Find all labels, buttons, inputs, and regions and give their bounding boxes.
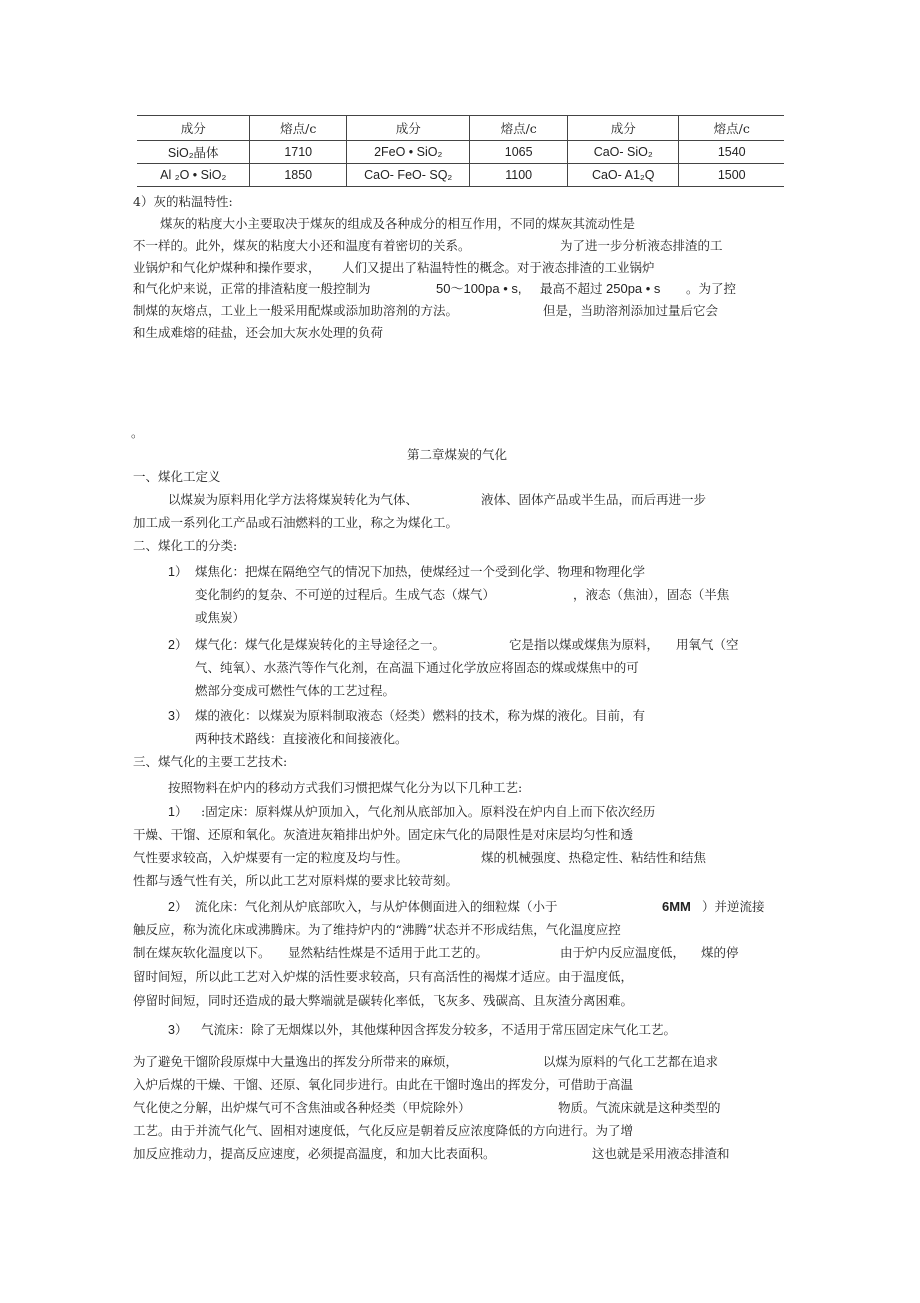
paragraph-line: :固定床：原料煤从炉顶加入，气化剂从底部加入。原料没在炉内自上而下依次经历	[201, 804, 656, 819]
chapter-title: 第二章煤炭的气化	[407, 447, 508, 462]
table-header-row	[137, 116, 784, 141]
paragraph-line: 不一样的。此外，煤灰的粘度大小还和温度有着密切的关系。	[133, 238, 471, 253]
paragraph-line: 和气化炉来说，正常的排渣粘度一般控制为	[133, 281, 371, 296]
paragraph-line: 触反应，称为流化床或沸腾床。为了维持炉内的“沸腾”状态并不形成结焦，气化温度应控	[133, 922, 621, 937]
paragraph-line: 性都与透气性有关，所以此工艺对原料煤的要求比较苛刻。	[133, 873, 459, 888]
section-heading: 二、煤化工的分类:	[133, 538, 238, 553]
list-number: 2）	[168, 900, 188, 914]
table-cell: Al ₂O • SiO₂	[137, 164, 250, 187]
paragraph-line: 。为了控	[686, 281, 737, 296]
list-item-line: 燃部分变成可燃性气体的工艺过程。	[195, 683, 396, 698]
list-item-line: 它是指以煤或煤焦为原料，	[509, 637, 660, 652]
paragraph-line: 以煤炭为原料用化学方法将煤炭转化为气体、	[168, 492, 419, 507]
paragraph-line: 煤灰的粘度大小主要取决于煤灰的组成及各种成分的相互作用，不同的煤灰其流动性是	[160, 216, 636, 231]
table-cell: 1710	[250, 141, 347, 164]
paragraph-line: 物质。气流床就是这种类型的	[558, 1100, 721, 1115]
table-header-cell: 熔点/c	[250, 116, 347, 141]
table-header-cell: 成分	[347, 116, 470, 141]
paragraph-line: 液体、固体产品或半生品，而后再进一步	[481, 492, 707, 507]
end-mark: 。	[131, 425, 144, 440]
paragraph-line: 为了进一步分析液态排渣的工	[560, 238, 723, 253]
table-header-cell: 成分	[567, 116, 678, 141]
viscosity-range: 50～100pa • s,	[436, 281, 522, 296]
table-row	[137, 141, 784, 164]
list-item-line: ，液态（焦油），固态（半焦	[573, 587, 730, 602]
list-item-line: 气、纯氧）、水蒸汽等作气化剂，在高温下通过化学放应将固态的煤或煤焦中的可	[195, 660, 639, 675]
paragraph-line: 留时间短，所以此工艺对入炉煤的活性要求较高，只有高活性的褐煤才适应。由于温度低，	[133, 969, 634, 984]
section-heading: 4）灰的粘温特性:	[133, 194, 233, 209]
list-item-line: 或焦炭）	[195, 610, 246, 625]
paragraph-line: 煤的停	[701, 945, 739, 960]
paragraph-line: 这也就是采用液态排渣和	[592, 1146, 730, 1161]
paragraph-line: 人们又提出了粘温特性的概念。对于液态排渣的工业锅炉	[342, 260, 655, 275]
paragraph-line: 加工成一系列化工产品或石油燃料的工业，称之为煤化工。	[133, 515, 459, 530]
paragraph-line: 按照物料在炉内的移动方式我们习惯把煤气化分为以下几种工艺:	[168, 780, 523, 795]
list-number: 2）	[168, 638, 188, 652]
table-header-cell: 成分	[137, 116, 250, 141]
paragraph-line: 显然粘结性煤是不适用于此工艺的。	[288, 945, 489, 960]
list-number: 1）	[168, 805, 188, 819]
list-item-line: 煤的液化：以煤炭为原料制取液态（烃类）燃料的技术，称为煤的液化。目前，有	[195, 708, 646, 723]
table-cell: 1100	[470, 164, 568, 187]
paragraph-line: 但是，当助溶剂添加过量后它会	[543, 303, 719, 318]
table-cell: CaO- FeO- SQ₂	[347, 164, 470, 187]
paragraph-line: 制煤的灰熔点，工业上一般采用配煤或添加助溶剂的方法。	[133, 303, 459, 318]
table-cell: 1540	[679, 141, 784, 164]
table-cell: CaO- SiO₂	[567, 141, 678, 164]
section-heading: 一、煤化工定义	[133, 469, 221, 484]
table-header-cell: 熔点/c	[470, 116, 568, 141]
table-cell: 2FeO • SiO₂	[347, 141, 470, 164]
list-item-line: 两种技术路线：直接液化和间接液化。	[195, 731, 408, 746]
list-item-line: 变化制约的复杂、不可逆的过程后。生成气态（煤气）	[195, 587, 496, 602]
viscosity-max: 250pa • s	[606, 281, 661, 296]
paragraph-line: 气化使之分解，出炉煤气可不含焦油或各种烃类（甲烷除外）	[133, 1100, 471, 1115]
paragraph-line: 干燥、干馏、还原和氧化。灰渣进灰箱排出炉外。固定床气化的局限性是对床层均匀性和透	[133, 827, 634, 842]
table-cell: CaO- A1₂Q	[567, 164, 678, 187]
table-header-cell: 熔点/c	[679, 116, 784, 141]
paragraph-line: 入炉后煤的干燥、干馏、还原、氧化同步进行。由此在干馏时逸出的挥发分，可借助于高温	[133, 1077, 634, 1092]
paragraph-line: 煤的机械强度、热稳定性、粘结性和结焦	[481, 850, 707, 865]
table-cell: 1065	[470, 141, 568, 164]
list-item-line: 用氧气（空	[676, 637, 739, 652]
paragraph-line: 业锅炉和气化炉煤种和操作要求，	[133, 260, 321, 275]
paragraph-line: 为了避免干馏阶段原煤中大量逸出的挥发分所带来的麻烦，	[133, 1054, 459, 1069]
paragraph-line: 加反应推动力，提高反应速度，必须提高温度，和加大比表面积。	[133, 1146, 496, 1161]
section-heading: 三、煤气化的主要工艺技术:	[133, 754, 288, 769]
particle-size: 6MM	[662, 899, 691, 914]
paragraph-line: 制在煤灰软化温度以下。	[133, 945, 271, 960]
list-item-line: 煤气化：煤气化是煤炭转化的主导途径之一。	[195, 637, 446, 652]
paragraph-line: 流化床：气化剂从炉底部吹入，与从炉体侧面进入的细粒煤（小于	[195, 899, 558, 914]
paragraph-line: 以煤为原料的气化工艺都在追求	[543, 1054, 719, 1069]
list-number: 3）	[168, 709, 188, 723]
table-row	[137, 164, 784, 187]
paragraph-line: 停留时间短，同时还造成的最大弊端就是碳转化率低，飞灰多、残碳高、且灰渣分离困难。	[133, 993, 634, 1008]
paragraph-line: 工艺。由于并流气化气、固相对速度低，气化反应是朝着反应浓度降低的方向进行。为了增	[133, 1123, 634, 1138]
paragraph-line: 由于炉内反应温度低，	[560, 945, 686, 960]
melting-point-table	[137, 115, 784, 187]
paragraph-line: 气性要求较高，入炉煤要有一定的粒度及均与性。	[133, 850, 409, 865]
list-number: 3）	[168, 1023, 188, 1037]
paragraph-line: 最高不超过	[540, 281, 603, 296]
list-item-line: 煤焦化：把煤在隔绝空气的情况下加热，使煤经过一个受到化学、物理和物理化学	[195, 564, 646, 579]
table-cell: SiO₂晶体	[137, 141, 250, 164]
table-cell: 1850	[250, 164, 347, 187]
table-cell: 1500	[679, 164, 784, 187]
list-number: 1）	[168, 565, 188, 579]
paragraph-line: 和生成难熔的硅盐，还会加大灰水处理的负荷	[133, 325, 384, 340]
paragraph-line: ）并逆流接	[702, 899, 765, 914]
paragraph-line: 气流床：除了无烟煤以外，其他煤种因含挥发分较多，不适用于常压固定床气化工艺。	[201, 1022, 677, 1037]
